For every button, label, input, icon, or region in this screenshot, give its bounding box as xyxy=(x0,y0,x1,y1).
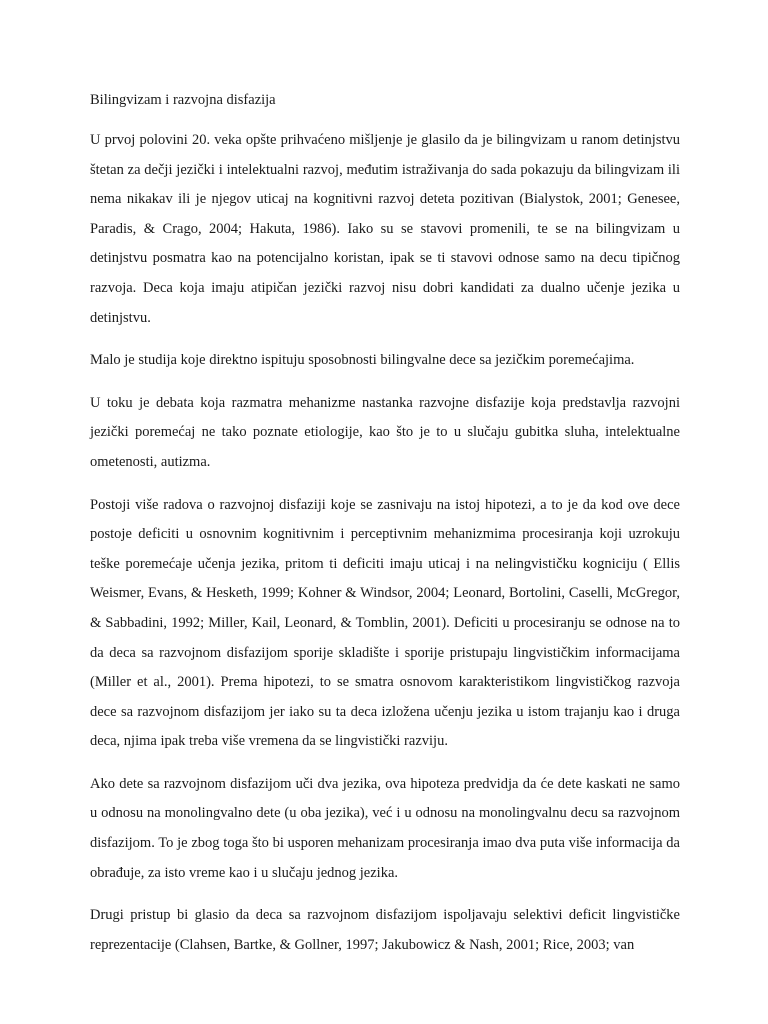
paragraph-6: Drugi pristup bi glasio da deca sa razvojnom disfazijom ispoljavaju selektivi deficit lingvističke reprezentacije (Clahsen, Bartke, & Gollner, 1997; Jakubowicz & Nash, 2001; Rice, 2003; van xyxy=(90,907,680,953)
document-page xyxy=(90,88,680,973)
paragraph-3: U toku je debata koja razmatra mehanizme nastanka razvojne disfazije koja predstavlja razvojni jezički poremećaj ne tako poznate etiologije, kao što je to u slučaju gubitka sluha, intelektualne ometenosti, autizma. xyxy=(90,394,680,470)
paragraph-2: Malo je studija koje direktno ispituju sposobnosti bilingvalne dece sa jezičkim poremećajima. xyxy=(90,352,635,369)
paragraph-1: U prvoj polovini 20. veka opšte prihvaćeno mišljenje je glasilo da je bilingvizam u ranom detinjstvu štetan za dečji jezički i intelektualni razvoj, međutim istraživanja do sada pokazuju da bilingvizam ili nema nikakav ili je njegov uticaj na kognitivni razvoj deteta pozitivan (Bialystok, 2001; Genesee, Paradis, & Crago, 2004; Hakuta, 1986). Iako su se stavovi promenili, te se na bilingvizam u detinjstvu posmatra kao na potencijalno koristan, ipak se ti stavovi odnose samo na decu tipičnog razvoja. Deca koja imaju atipičan jezički razvoj nisu dobri kandidati za dualno učenje jezika u detinjstvu. xyxy=(90,132,680,326)
paragraph-4: Postoji više radova o razvojnoj disfaziji koje se zasnivaju na istoj hipotezi, a to je da kod ove dece postoje deficiti u osnovnim kognitivnim i perceptivnim mehanizmima procesiranja koji uzrokuju teške poremećaje učenja jezika, pritom ti deficiti imaju uticaj i na nelingvističku kogniciju ( Ellis Weismer, Evans, & Hesketh, 1999; Kohner & Windsor, 2004; Leonard, Bortolini, Caselli, McGregor, & Sabbadini, 1992; Miller, Kail, Leonard, & Tomblin, 2001). Deficiti u procesiranju se odnose na to da deca sa razvojnom disfazijom sporije skladište i sporije pristupaju lingvističkim informacijama (Miller et al., 2001). Prema hipotezi, to se smatra osnovom karakteristikom lingvističkog razvoja dece sa razvojnom disfazijom jer iako su ta deca izložena učenju jezika u istom trajanju kao i druga deca, njima ipak treba više vremena da se lingvistički razviju. xyxy=(90,496,680,750)
paragraph-5: Ako dete sa razvojnom disfazijom uči dva jezika, ova hipoteza predvidja da će dete kaskati ne samo u odnosu na monolingvalno dete (u oba jezika), već i u odnosu na monolingvalnu decu sa razvojnom disfazijom. To je zbog toga što bi usporen mehanizam procesiranja imao dva puta više informacija da obrađuje, za isto vreme kao i u slučaju jednog jezika. xyxy=(90,775,680,881)
document-title: Bilingvizam i razvojna disfazija xyxy=(90,92,276,108)
